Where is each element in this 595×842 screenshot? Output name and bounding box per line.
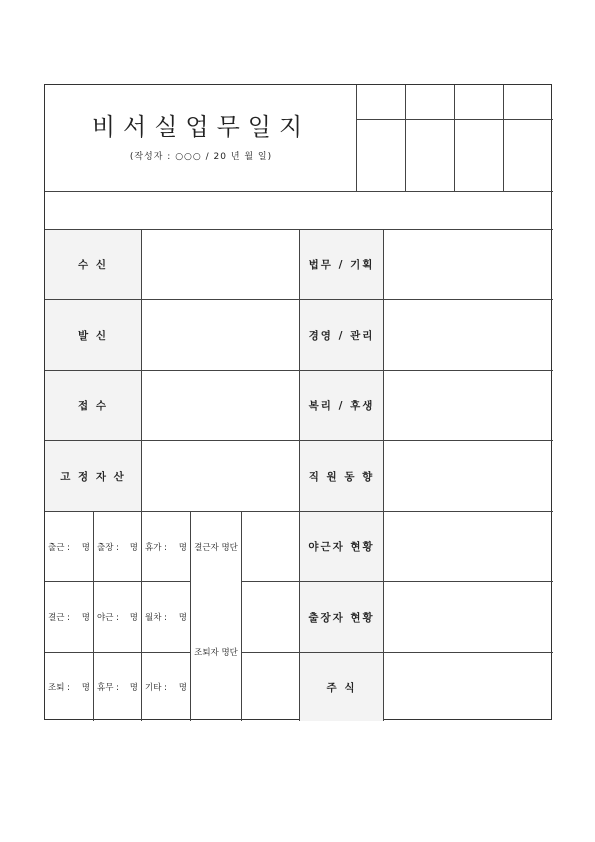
- attendance-overtime[interactable]: [94, 582, 141, 652]
- early-leave-list-field[interactable]: [242, 582, 299, 652]
- document-title: 비서실업무일지: [91, 113, 311, 141]
- memo-field[interactable]: [45, 192, 553, 229]
- received-field[interactable]: [142, 230, 299, 299]
- attendance-present[interactable]: [45, 512, 93, 581]
- attendance-day-off[interactable]: [94, 653, 141, 721]
- attendance-unit: 명: [129, 683, 138, 693]
- label-welfare: 복리 / 후생: [308, 400, 375, 412]
- attendance-label: 휴무 :: [97, 683, 119, 693]
- early-leave-list-field-2[interactable]: [242, 653, 299, 721]
- attendance-label: 월차 :: [145, 613, 167, 623]
- attendance-unit: 명: [129, 613, 138, 623]
- attendance-label: 결근 :: [48, 613, 70, 623]
- work-log-form: [44, 84, 552, 720]
- attendance-business-trip[interactable]: [94, 512, 141, 581]
- approval-sign-box[interactable]: [357, 120, 405, 190]
- legal-planning-field[interactable]: [384, 230, 553, 299]
- attendance-unit: 명: [129, 542, 138, 553]
- attendance-unit: 명: [178, 542, 187, 553]
- label-intake: 접 수: [78, 400, 108, 412]
- label-fixed-assets: 고 정 자 산: [60, 470, 126, 483]
- attendance-unit: 명: [81, 613, 90, 623]
- attendance-label: 출장 :: [97, 542, 119, 553]
- author-date-line: (작성자 : ○○○ / 20 년 월 일): [129, 152, 273, 162]
- management-field[interactable]: [384, 300, 553, 370]
- label-stocks: 주 식: [326, 681, 357, 694]
- welfare-field[interactable]: [384, 371, 553, 440]
- approval-sign-box[interactable]: [455, 120, 503, 190]
- staff-trends-field[interactable]: [384, 441, 553, 511]
- attendance-label: 조퇴 :: [48, 683, 70, 693]
- label-staff-trends: 직 원 동 향: [308, 470, 375, 483]
- stocks-field[interactable]: [384, 653, 553, 721]
- intake-field[interactable]: [142, 371, 299, 440]
- attendance-label: 야근 :: [97, 613, 119, 623]
- attendance-unit: 명: [178, 613, 187, 623]
- approval-sign-box[interactable]: [406, 120, 454, 190]
- label-overtime-status: 야근자 현황: [308, 541, 375, 553]
- early-leave-list-label: 조퇴자 명단: [194, 647, 238, 658]
- attendance-label: 출근 :: [48, 542, 70, 553]
- approval-sign-box[interactable]: [504, 120, 552, 190]
- attendance-label: 기타 :: [145, 683, 167, 693]
- attendance-label: 휴가 :: [145, 542, 167, 553]
- attendance-other[interactable]: [142, 653, 190, 721]
- label-received: 수 신: [78, 259, 108, 271]
- attendance-vacation[interactable]: [142, 512, 190, 581]
- absent-list-label: 결근자 명단: [194, 542, 238, 553]
- overtime-status-field[interactable]: [384, 512, 553, 581]
- label-management: 경영 / 관리: [308, 329, 375, 342]
- business-trip-status-field[interactable]: [384, 582, 553, 652]
- attendance-monthly-leave[interactable]: [142, 582, 190, 652]
- absent-list-field[interactable]: [242, 512, 299, 581]
- sent-field[interactable]: [142, 300, 299, 370]
- attendance-unit: 명: [178, 683, 187, 693]
- attendance-unit: 명: [81, 683, 90, 693]
- label-business-trip-status: 출장자 현황: [308, 611, 375, 624]
- label-legal-planning: 법무 / 기획: [308, 259, 375, 271]
- label-sent: 발 신: [78, 329, 108, 342]
- attendance-early-leave[interactable]: [45, 653, 93, 721]
- fixed-assets-field[interactable]: [142, 441, 299, 511]
- attendance-unit: 명: [81, 542, 90, 553]
- attendance-absent[interactable]: [45, 582, 93, 652]
